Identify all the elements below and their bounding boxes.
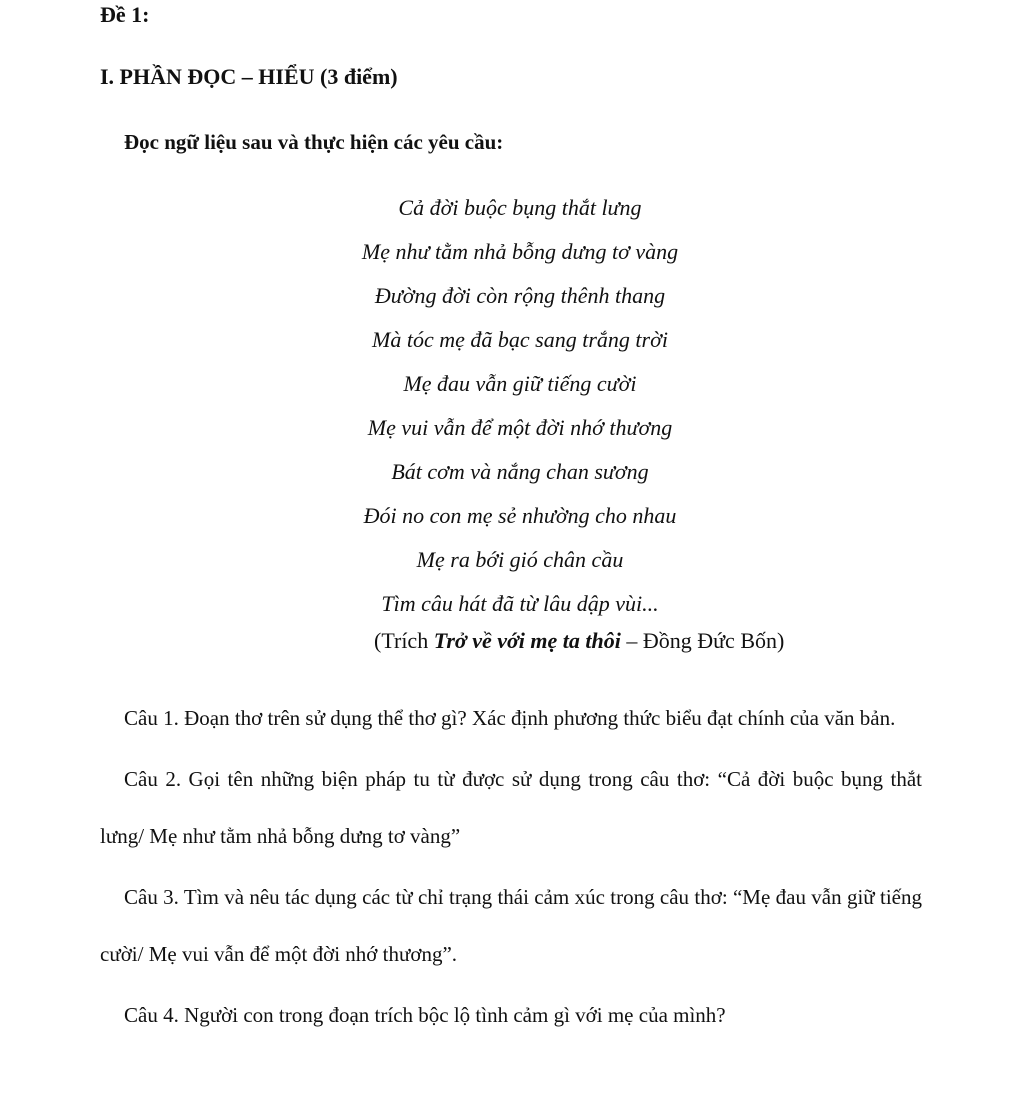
citation-suffix: – Đồng Đức Bốn) xyxy=(620,628,785,653)
poem-line: Mẹ ra bới gió chân cầu xyxy=(416,547,624,572)
poem-line: Mà tóc mẹ đã bạc sang trắng trời xyxy=(372,327,668,352)
question-item: Câu 1. Đoạn thơ trên sử dụng thể thơ gì? Xác định phương thức biểu đạt chính của văn bản. xyxy=(124,706,896,730)
poem-citation xyxy=(374,628,784,654)
poem-line: Cả đời buộc bụng thắt lưng xyxy=(398,195,642,220)
poem-line: Bát cơm và nắng chan sương xyxy=(391,459,649,484)
exam-number-title: Đề 1: xyxy=(100,2,150,27)
question-item: Câu 2. Gọi tên những biện pháp tu từ được sử dụng trong câu thơ: “Cả đời buộc bụng thắt lưng/ Mẹ như tằm nhả bỗng dưng tơ vàng” xyxy=(100,767,922,848)
poem-line: Mẹ vui vẫn để một đời nhớ thương xyxy=(367,415,673,440)
poem-line: Tìm câu hát đã từ lâu dập vùi... xyxy=(381,591,659,616)
poem-line: Mẹ như tằm nhả bỗng dưng tơ vàng xyxy=(361,239,679,264)
citation-work-title: Trở về với mẹ ta thôi xyxy=(433,628,621,653)
poem-line: Mẹ đau vẫn giữ tiếng cười xyxy=(403,371,637,396)
reading-instruction: Đọc ngữ liệu sau và thực hiện các yêu cầu: xyxy=(124,130,504,154)
section-heading: I. PHẦN ĐỌC – HIỂU (3 điểm) xyxy=(100,64,398,89)
poem-line: Đói no con mẹ sẻ nhường cho nhau xyxy=(363,503,677,528)
poem xyxy=(220,186,820,626)
question-list xyxy=(100,690,922,1048)
citation-prefix: (Trích xyxy=(374,628,434,653)
question-item: Câu 3. Tìm và nêu tác dụng các từ chỉ trạng thái cảm xúc trong câu thơ: “Mẹ đau vẫn giữ tiếng cười/ Mẹ vui vẫn để một đời nhớ thương”. xyxy=(100,885,922,966)
poem-line: Đường đời còn rộng thênh thang xyxy=(374,283,666,308)
question-item: Câu 4. Người con trong đoạn trích bộc lộ tình cảm gì với mẹ của mình? xyxy=(124,1003,726,1027)
